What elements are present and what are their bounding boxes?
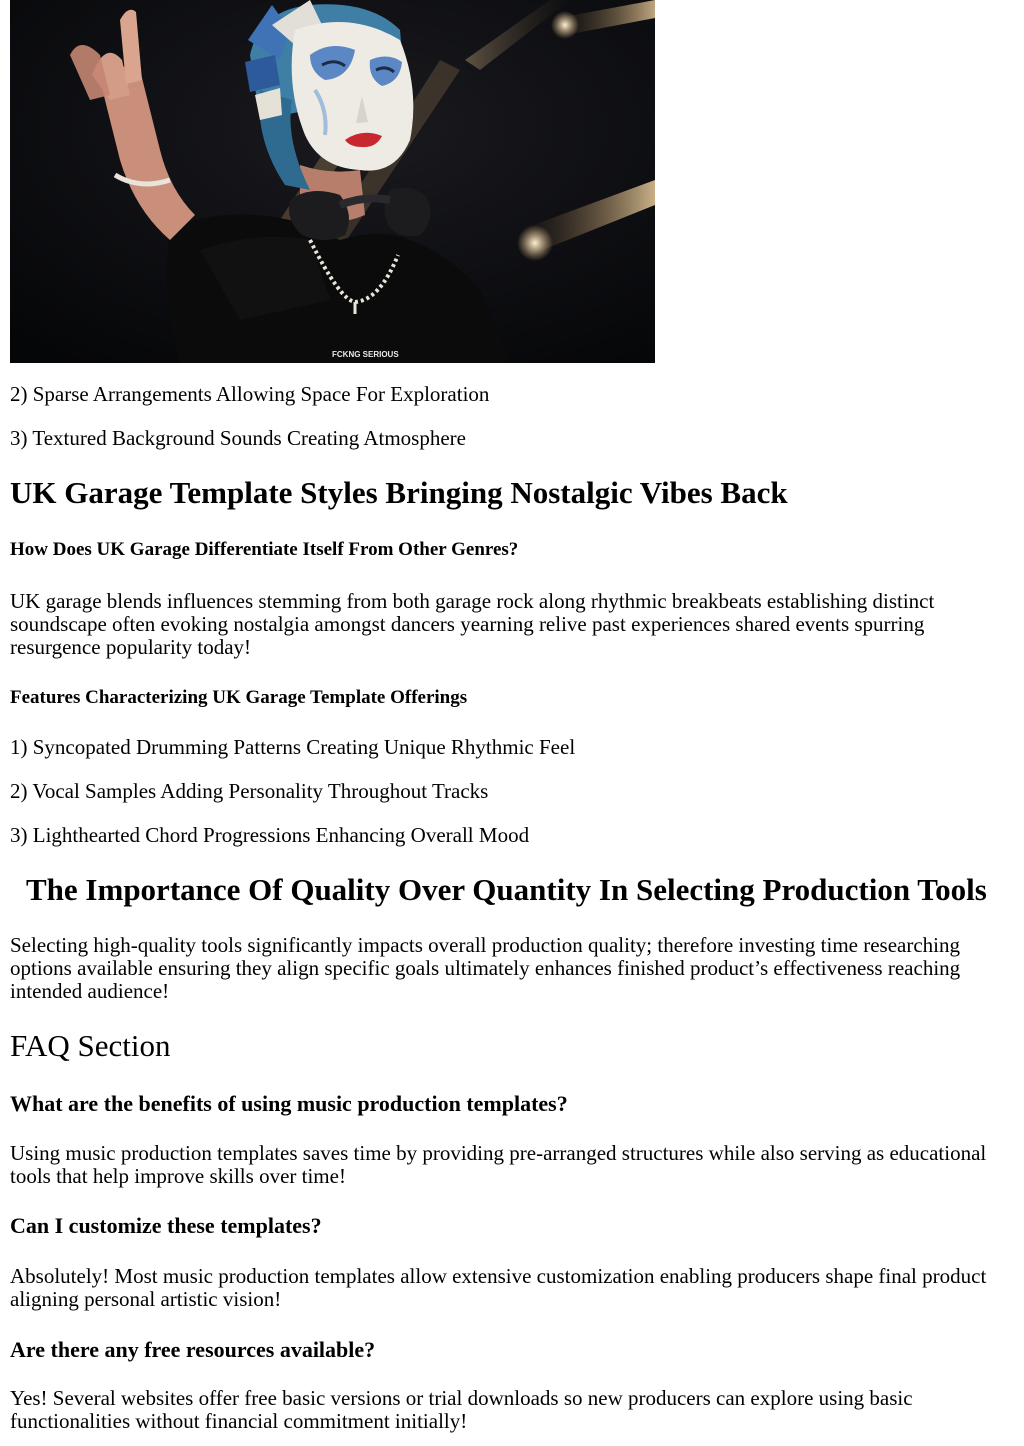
uk-garage-heading: UK Garage Template Styles Bringing Nostalgic Vibes Back: [10, 475, 788, 510]
faq-question: Are there any free resources available?: [10, 1337, 376, 1362]
uk-garage-subheading: How Does UK Garage Differentiate Itself From Other Genres?: [10, 539, 519, 560]
features-subheading: Features Characterizing UK Garage Template Offerings: [10, 687, 468, 708]
faq-answer: Using music production templates saves time by providing pre-arranged structures while also serving as educational tools that help improve skills over time!: [10, 1141, 987, 1188]
feature-item: 3) Lighthearted Chord Progressions Enhancing Overall Mood: [10, 823, 530, 847]
intro-list-item: 2) Sparse Arrangements Allowing Space For Exploration: [10, 382, 490, 406]
faq-question: What are the benefits of using music production templates?: [10, 1091, 568, 1116]
quality-heading: The Importance Of Quality Over Quantity In Selecting Production Tools: [26, 872, 987, 907]
faq-question: Can I customize these templates?: [10, 1213, 322, 1238]
shirt-print: FCKNG SERIOUS: [332, 350, 399, 359]
faq-heading: FAQ Section: [10, 1028, 171, 1063]
feature-item: 2) Vocal Samples Adding Personality Throughout Tracks: [10, 779, 489, 803]
faq-answer: Absolutely! Most music production templates allow extensive customization enabling producers shape final product aligning personal artistic vision!: [10, 1264, 987, 1311]
dj-mask-illustration: [10, 0, 655, 363]
intro-list-item: 3) Textured Background Sounds Creating Atmosphere: [10, 426, 466, 450]
uk-garage-paragraph: UK garage blends influences stemming from both garage rock along rhythmic breakbeats establishing distinct soundscape often evoking nostalgia amongst dancers yearning relive past experiences shared events spurring resurgence popularity today!: [10, 589, 935, 659]
quality-paragraph: Selecting high-quality tools significantly impacts overall production quality; therefore investing time researching options available ensuring they align specific goals ultimately enhances finished product’s effectiveness reaching intended audience!: [10, 933, 961, 1003]
faq-answer: Yes! Several websites offer free basic versions or trial downloads so new producers can explore using basic functionalities without financial commitment initially!: [10, 1386, 913, 1433]
hero-photo: [10, 0, 655, 363]
feature-item: 1) Syncopated Drumming Patterns Creating Unique Rhythmic Feel: [10, 735, 576, 759]
